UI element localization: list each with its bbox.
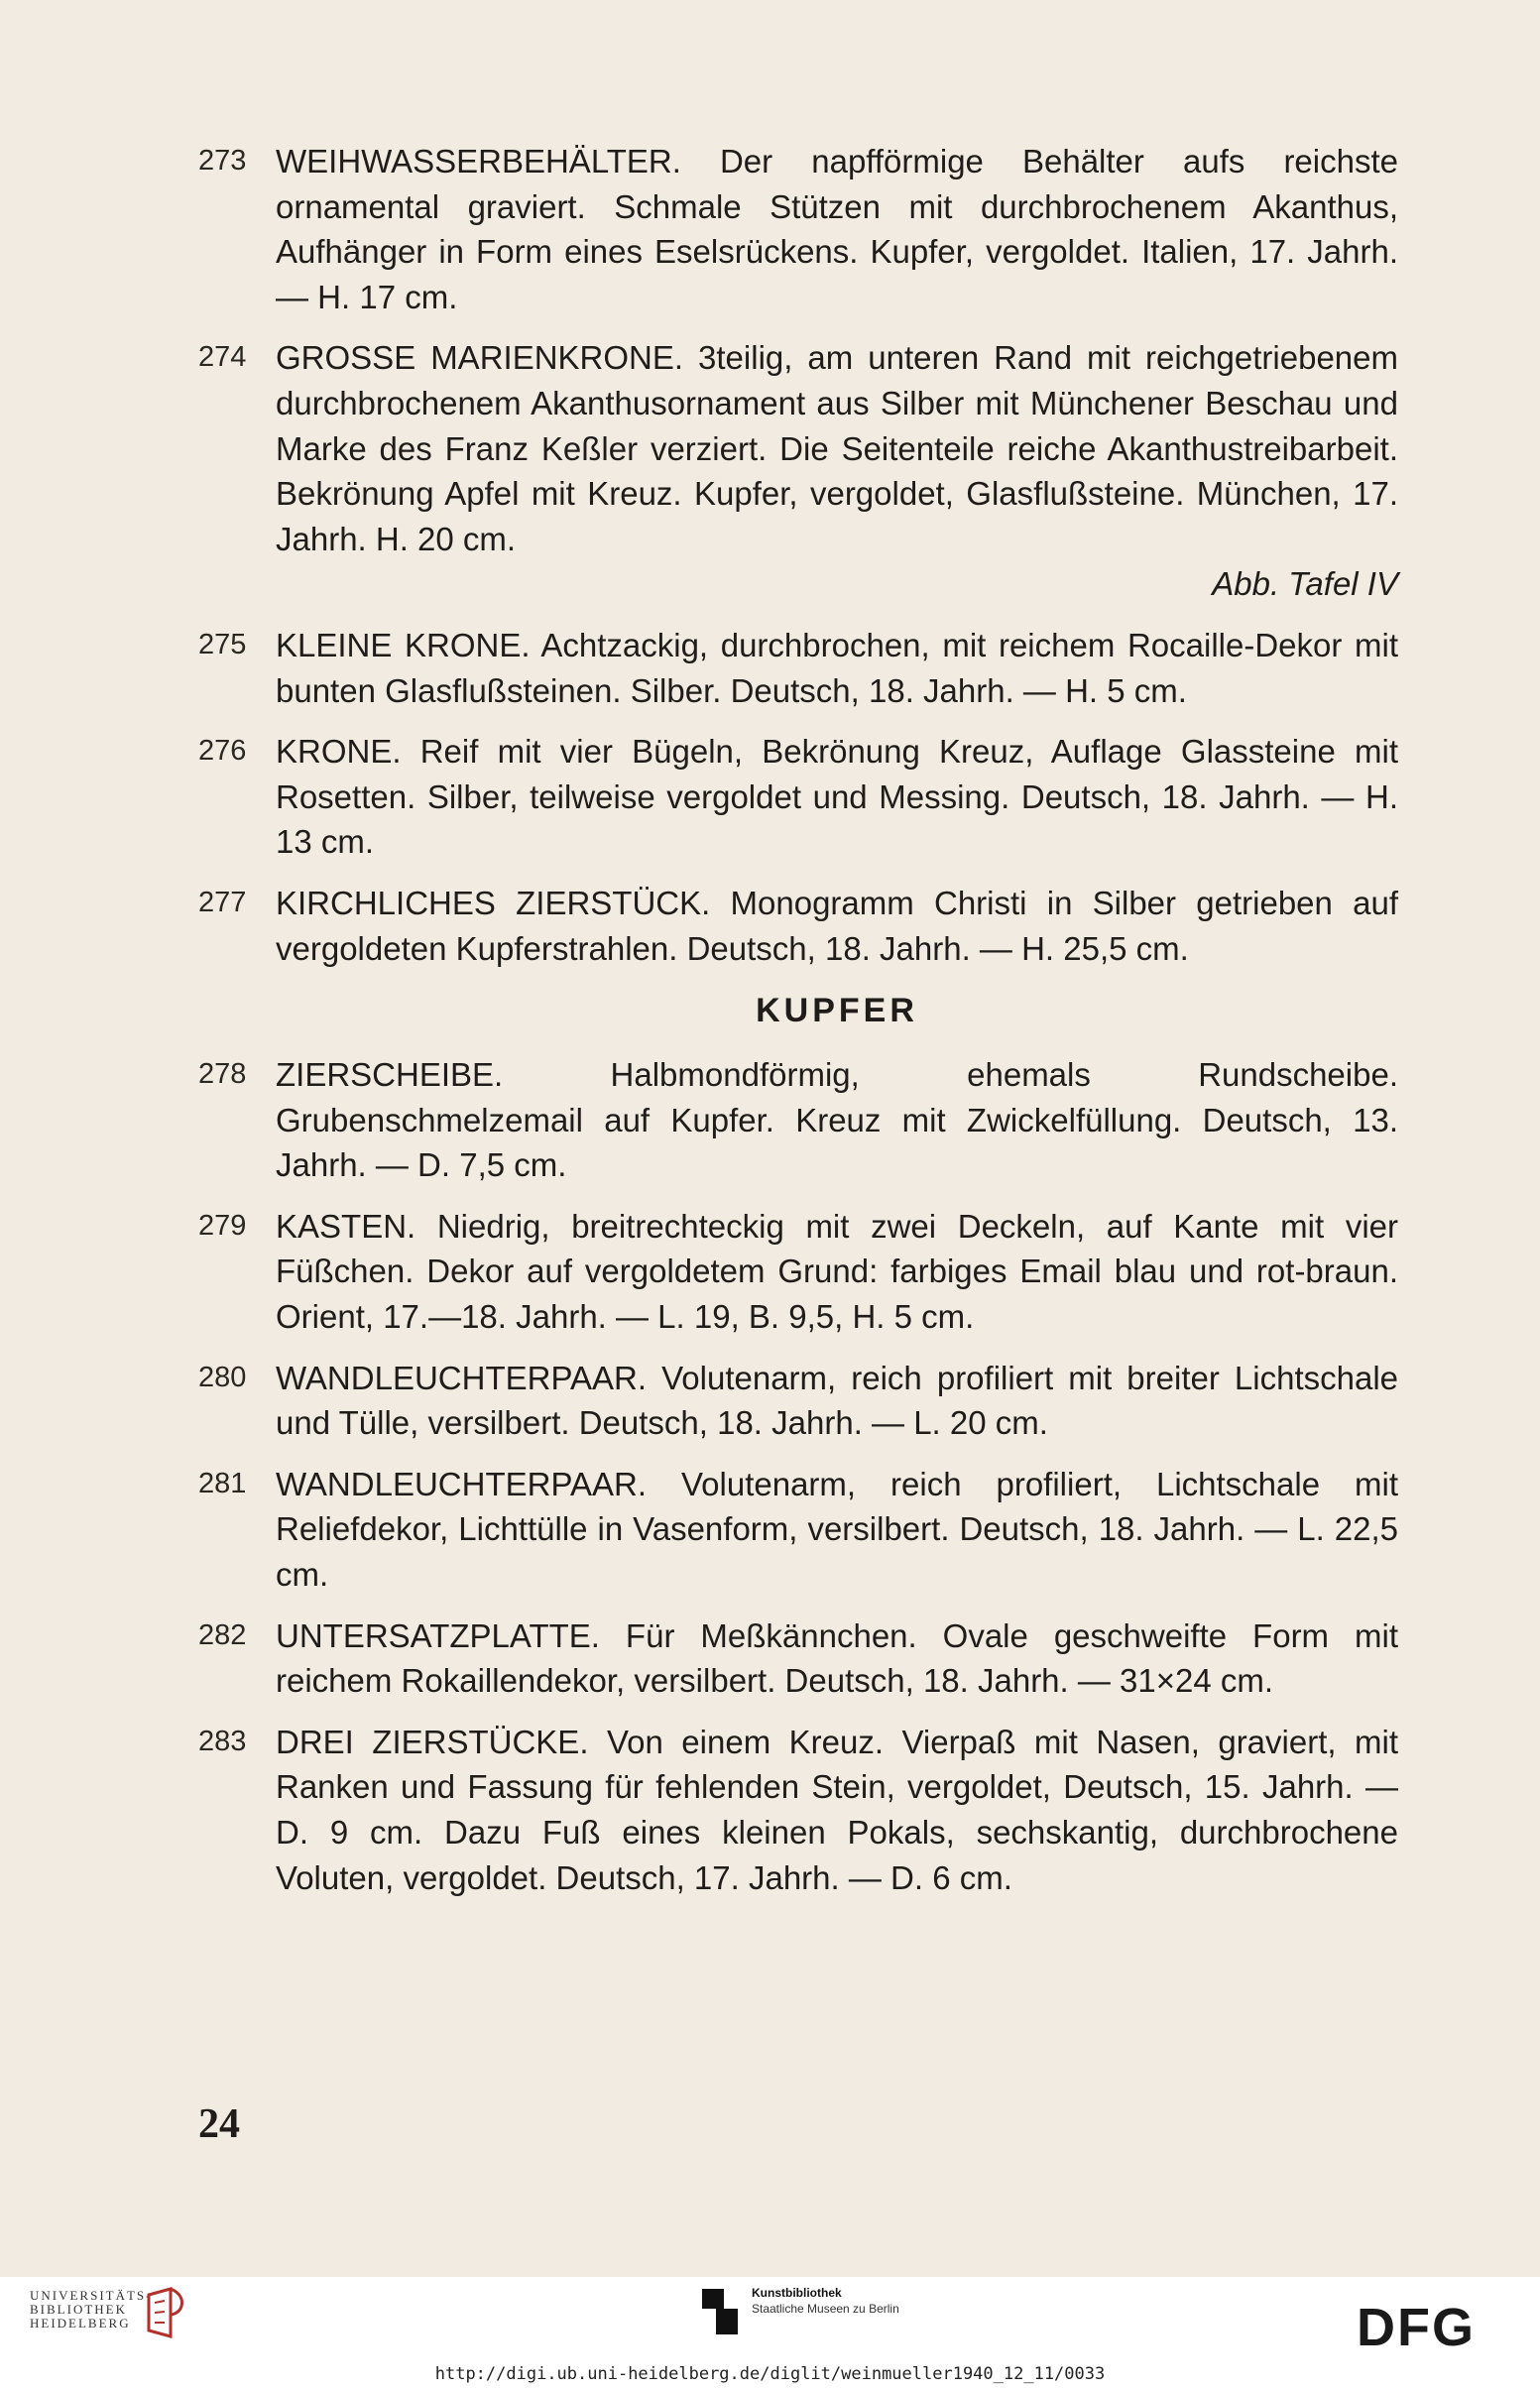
kb-subtitle: Staatliche Museen zu Berlin [752,2302,899,2316]
catalog-entry [198,1720,1398,1900]
section-heading: KUPFER [756,992,918,1030]
entry-text: ZIERSCHEIBE. Halbmondförmig, ehemals Rundscheibe. Grubenschmelzemail auf Kupfer. Kreuz mit Zwickelfüllung. Deutsch, 13. Jahrh. — D. 7,5 cm. [276,1056,1398,1184]
dfg-logo[interactable]: DFG [1357,2298,1476,2357]
entry-text: KASTEN. Niedrig, breitrechteckig mit zwei Deckeln, auf Kante mit vier Füßchen. Dekor auf vergoldetem Grund: farbiges Email blau und rot-braun. Orient, 17.—18. Jahrh. — L. 19, B. 9,5, H. 5 cm. [276,1207,1398,1336]
ub-heidelberg-logo-icon[interactable] [141,2285,190,2342]
entry-text: WANDLEUCHTERPAAR. Volutenarm, reich profiliert mit breiter Lichtschale und Tülle, versilbert. Deutsch, 18. Jahrh. — L. 20 cm. [276,1359,1398,1442]
ub-line: HEIDELBERG [30,2316,131,2330]
catalog-entry [198,1052,1398,1188]
entry-number: 281 [198,1467,247,1499]
catalog-entry [198,1613,1398,1704]
entry-number: 283 [198,1725,247,1757]
kunstbibliothek-logo-icon[interactable] [702,2289,738,2334]
entry-number: 273 [198,145,247,177]
catalog-entry [198,729,1398,865]
entry-number: 278 [198,1058,247,1091]
entry-text: GROSSE MARIENKRONE. 3teilig, am unteren Rand mit reichgetriebenem durchbrochenem Akanthusornament aus Silber mit Münchener Beschau und Marke des Franz Keßler verziert. Die Seitenteile reiche Akanthustreibarbeit. Bekrönung Apfel mit Kreuz. Kupfer, vergoldet, Glasflußsteine. München, 17. Jahrh. H. 20 cm. [276,339,1398,557]
page-url[interactable]: http://digi.ub.uni-heidelberg.de/diglit/weinmueller1940_12_11/0033 [434,2364,1106,2384]
entry-text: KLEINE KRONE. Achtzackig, durchbrochen, mit reichem Rocaille-Dekor mit bunten Glasflußsteinen. Silber. Deutsch, 18. Jahrh. — H. 5 cm. [276,626,1398,709]
entry-number: 275 [198,628,247,660]
catalog-entry [198,881,1398,971]
ub-heidelberg-logo-text[interactable] [30,2289,153,2330]
kunstbibliothek-logo-text[interactable] [752,2285,899,2317]
entry-number: 282 [198,1618,247,1651]
catalog-entries [198,139,1398,1900]
catalog-entry [198,623,1398,713]
entry-text: DREI ZIERSTÜCKE. Von einem Kreuz. Vierpaß mit Nasen, graviert, mit Ranken und Fassung für fehlenden Stein, vergoldet, Deutsch, 15. Jahrh. — D. 9 cm. Dazu Fuß eines kleinen Pokals, sechskantig, durchbrochene Voluten, vergoldet. Deutsch, 17. Jahrh. — D. 6 cm. [276,1723,1398,1896]
entry-number: 277 [198,886,247,918]
plate-reference: Abb. Tafel IV [1212,565,1398,603]
entry-text: KRONE. Reif mit vier Bügeln, Bekrönung Kreuz, Auflage Glassteine mit Rosetten. Silber, teilweise vergoldet und Messing. Deutsch, 18. Jahrh. — H. 13 cm. [276,733,1398,861]
entry-number: 274 [198,341,247,374]
entry-number: 276 [198,735,247,768]
catalog-entry [198,1356,1398,1446]
digitization-footer [0,2277,1540,2390]
ub-line: UNIVERSITÄTS- [30,2288,153,2303]
entry-text: WANDLEUCHTERPAAR. Volutenarm, reich profiliert, Lichtschale mit Reliefdekor, Lichttülle in Vasenform, versilbert. Deutsch, 18. Jahrh. — L. 22,5 cm. [276,1465,1398,1594]
entry-text: WEIHWASSERBEHÄLTER. Der napfförmige Behälter aufs reichste ornamental graviert. Schmale Stützen mit durchbrochenem Akanthus, Aufhänger in Form eines Eselsrückens. Kupfer, vergoldet. Italien, 17. Jahrh. — H. 17 cm. [276,143,1398,315]
entry-number: 279 [198,1209,247,1242]
page-number: 24 [198,2101,240,2147]
entry-text: KIRCHLICHES ZIERSTÜCK. Monogramm Christi in Silber getrieben auf vergoldeten Kupferstrahlen. Deutsch, 18. Jahrh. — H. 25,5 cm. [276,884,1398,967]
catalog-entry [198,335,1398,607]
ub-line: BIBLIOTHEK [30,2302,127,2317]
catalog-entry [198,1204,1398,1340]
kb-title: Kunstbibliothek [752,2286,842,2300]
catalog-entry [198,139,1398,319]
catalog-entry [198,1462,1398,1598]
entry-text: UNTERSATZPLATTE. Für Meßkännchen. Ovale geschweifte Form mit reichem Rokaillendekor, versilbert. Deutsch, 18. Jahrh. — 31×24 cm. [276,1616,1398,1700]
entry-number: 280 [198,1361,247,1393]
